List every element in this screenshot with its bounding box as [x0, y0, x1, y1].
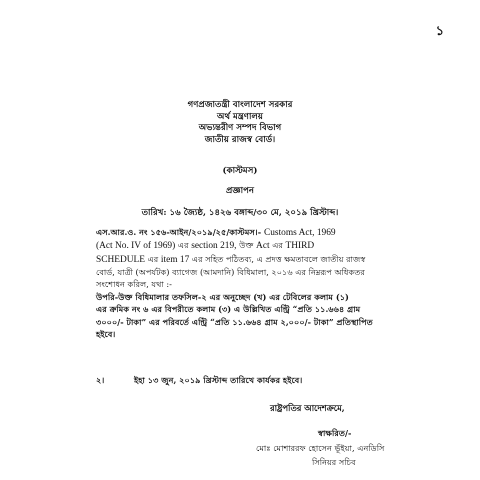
- act-number: (Act No. IV of 1969): [96, 241, 176, 252]
- schedule-ref: SCHEDULE: [96, 254, 145, 265]
- signatory-title: সিনিয়র সচিব: [312, 457, 356, 467]
- government-name: গণপ্রজাতন্ত্রী বাংলাদেশ সরকার: [187, 100, 293, 110]
- para1-line-5: সংশোধন করিল, যথা :-: [96, 279, 172, 290]
- para1-text: এর: [144, 253, 161, 264]
- presidential-order: রাষ্ট্রপতির আদেশক্রমে,: [270, 403, 345, 413]
- ministry-name: অর্থ মন্ত্রণালয়: [217, 111, 263, 122]
- para1-text: এর সহিত পঠিতব্য, এ প্রদত্ত ক্ষমতাবলে জাতীয় রাজস্ব: [189, 253, 366, 264]
- notification-title: প্রজ্ঞাপন: [225, 186, 255, 196]
- document-header: [0, 100, 480, 146]
- schedule-ref: THIRD: [285, 241, 315, 252]
- act-ref: Act: [256, 241, 270, 252]
- signed-mark: স্বাক্ষরিত/-: [318, 428, 352, 438]
- item-ref: item 17: [160, 254, 190, 265]
- para1-text: এর: [269, 240, 286, 251]
- para2-line-4: হইবে।: [96, 328, 116, 339]
- para2-line-2: এর ক্রমিক নং ৬ এর বিপরীতে কলাম (৩) এ উল্লিখিত এন্ট্রি “প্রতি ১১.৬৬৪ গ্রাম: [96, 304, 361, 315]
- customs-label: (কাস্টমস): [222, 166, 258, 176]
- para1-text: উক্ত: [236, 240, 257, 251]
- sro-paragraph: [96, 226, 396, 290]
- clause-text: ইহা ১৩ জুন, ২০১৯ খ্রিস্টাব্দ তারিখে কার্যকর হইবে।: [134, 375, 303, 385]
- section-ref: section 219,: [191, 241, 237, 252]
- signatory-name: মোঃ মোশাররফ হোসেন ভূঁইয়া, এনডিসি: [256, 443, 385, 453]
- para1-line-1: [96, 226, 396, 239]
- act-name: Customs Act, 1969: [263, 228, 336, 238]
- para1-line-3: [96, 253, 396, 266]
- date-line: তারিখ: ১৬ জ্যৈষ্ঠ, ১৪২৬ বঙ্গাব্দ/৩০ মে, ২০১৯ খ্রিস্টাব্দ।: [141, 208, 339, 218]
- division-name: অভ্যন্তরীণ সম্পদ বিভাগ: [198, 123, 282, 133]
- board-name: জাতীয় রাজস্ব বোর্ড।: [204, 134, 276, 145]
- para1-line-2: [96, 239, 396, 252]
- page-number: ১: [435, 24, 444, 39]
- para2-line-1: উপরি-উক্ত বিধিমালার তফসিল-২ এর অনুচ্ছেদ (খ) এর টেবিলের কলাম (১): [96, 292, 349, 302]
- clause-number: ২।: [96, 375, 105, 385]
- para2-line-3: ৩০০০/- টাকা” এর পরিবর্তে এন্ট্রি “প্রতি ১১.৬৬৪ গ্রাম ২,০০০/- টাকা” প্রতিস্থাপিত: [96, 316, 373, 327]
- amendment-paragraph: [96, 291, 396, 340]
- para1-line-4: বোর্ড, যাত্রী (অপর্যটক) ব্যাগেজ (আমদানি) বিধিমালা, ২০১৬ এর নিম্নরূপ অধিকতর: [96, 266, 365, 277]
- para1-text: এর: [175, 240, 192, 251]
- effective-date-clause: [96, 375, 302, 388]
- sro-number: এস.আর.ও. নং ১৫৬-আইন/২০১৯/২৫/কাস্টমস।-: [96, 227, 264, 237]
